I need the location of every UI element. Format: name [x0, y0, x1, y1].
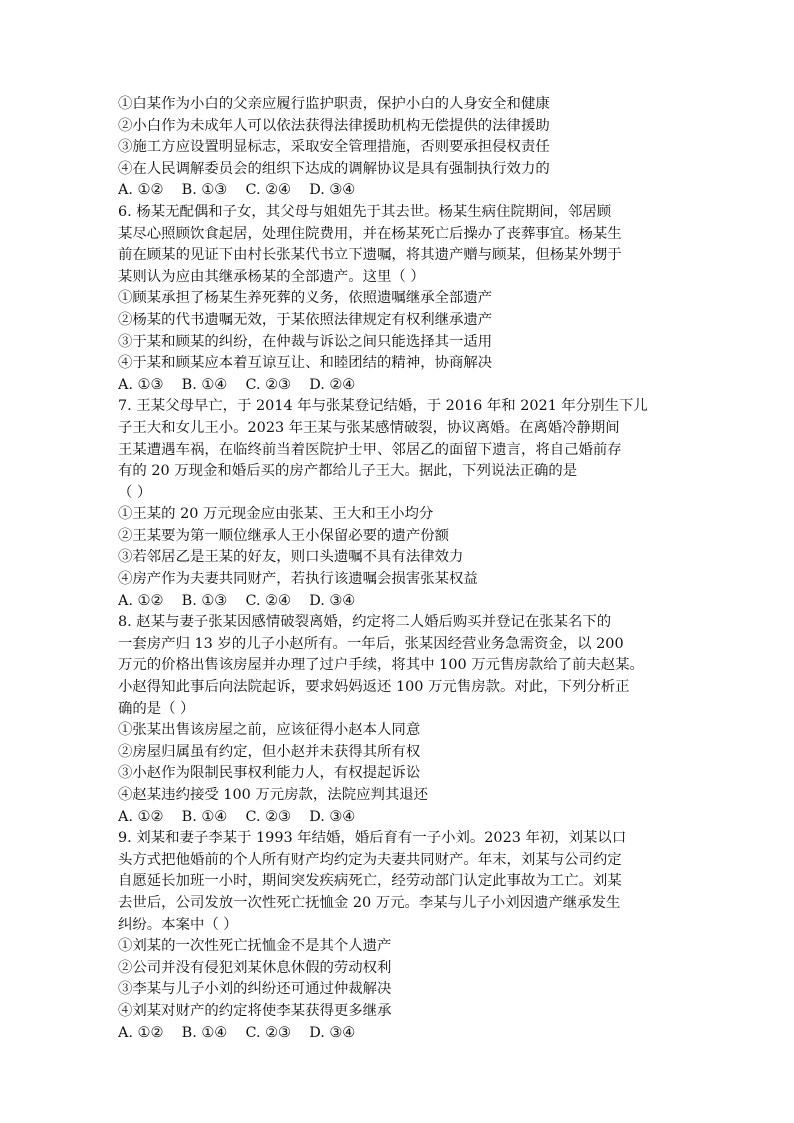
option-2: ②杨某的代书遗嘱无效，于某依照法律规定有权利继承遗产 — [118, 311, 493, 328]
answer-choices: A. ①② B. ①④ C. ②③ D. ③④ — [118, 808, 356, 825]
question-stem-line: 小赵得知此事后向法院起诉，要求妈妈返还 100 万元售房款。对此，下列分析正 — [118, 679, 630, 696]
option-4: ④刘某对财产的约定将使李某获得更多继承 — [118, 1002, 392, 1019]
question-6 — [118, 202, 688, 396]
question-9 — [118, 828, 688, 1044]
answer-choices: A. ①② B. ①④ C. ②③ D. ③④ — [118, 1024, 356, 1041]
question-5-tail — [118, 94, 688, 202]
question-stem-line: （ ） — [118, 484, 152, 501]
question-stem-line: 王某遭遇车祸，在临终前当着医院护士甲、邻居乙的面留下遗言，将自己婚前存 — [118, 441, 622, 458]
option-1: ①白某作为小白的父亲应履行监护职责，保护小白的人身安全和健康 — [118, 96, 550, 112]
option-3: ③小赵作为限制民事权利能力人，有权提起诉讼 — [118, 765, 421, 782]
question-stem-line: 纠纷。本案中（ ） — [118, 916, 238, 933]
answer-choices: A. ①③ B. ①④ C. ②③ D. ②④ — [118, 376, 356, 393]
question-stem-line: 前在顾某的见证下由村长张某代书立下遗嘱，将其遗产赠与顾某，但杨某外甥于 — [118, 247, 622, 264]
option-3: ③于某和顾某的纠纷，在仲裁与诉讼之间只能选择其一适用 — [118, 333, 493, 350]
question-stem-line: 确的是（ ） — [118, 700, 195, 717]
question-7 — [118, 396, 688, 612]
question-stem-line: 自愿延长加班一小时，期间突发疾病死亡，经劳动部门认定此事故为工亡。刘某 — [118, 873, 622, 890]
option-1: ①顾某承担了杨某生养死葬的义务，依照遗嘱继承全部遗产 — [118, 290, 493, 307]
option-4: ④房产作为夫妻共同财产，若执行该遗嘱会损害张某权益 — [118, 571, 478, 588]
option-2: ②小白作为未成年人可以依法获得法律援助机构无偿提供的法律援助 — [118, 117, 550, 134]
option-1: ①刘某的一次性死亡抚恤金不是其个人遗产 — [118, 938, 392, 955]
question-stem-line: 头方式把他婚前的个人所有财产均约定为夫妻共同财产。年末，刘某与公司约定 — [118, 851, 622, 868]
option-4: ④在人民调解委员会的组织下达成的调解协议是具有强制执行效力的 — [118, 160, 550, 177]
question-stem-line: 某则认为应由其继承杨某的全部遗产。这里（ ） — [118, 268, 425, 285]
option-3: ③施工方应设置明显标志，采取安全管理措施，否则要承担侵权责任 — [118, 139, 550, 156]
question-stem-line: 9. 刘某和妻子李某于 1993 年结婚，婚后育有一子小刘。2023 年初，刘某以口 — [118, 830, 627, 847]
option-3: ③若邻居乙是王某的好友，则口头遗嘱不具有法律效力 — [118, 549, 464, 566]
question-stem-line: 去世后，公司发放一次性死亡抚恤金 20 万元。李某与儿子小刘因遗产继承发生 — [118, 894, 621, 911]
option-2: ②公司并没有侵犯刘某休息休假的劳动权利 — [118, 959, 392, 976]
question-stem-line: 有的 20 万现金和婚后买的房产都给儿子王大。据此，下列说法正确的是 — [118, 463, 578, 480]
option-1: ①王某的 20 万元现金应由张某、王大和王小均分 — [118, 506, 434, 523]
question-stem-line: 7. 王某父母早亡，于 2014 年与张某登记结婚，于 2016 年和 2021 年分别生下儿 — [118, 398, 648, 415]
question-stem-line: 8. 赵某与妻子张某因感情破裂离婚，约定将二人婚后购买并登记在张某名下的 — [118, 614, 612, 631]
question-stem-line: 某尽心照顾饮食起居，处理住院费用，并在杨某死亡后操办了丧葬事宜。杨某生 — [118, 225, 622, 242]
exam-page — [118, 94, 688, 1044]
option-4: ④赵某违约接受 100 万元房款，法院应判其退还 — [118, 787, 429, 803]
answer-choices: A. ①② B. ①③ C. ②④ D. ③④ — [118, 182, 356, 199]
answer-choices: A. ①② B. ①③ C. ②④ D. ③④ — [118, 592, 356, 609]
question-stem-line: 一套房产归 13 岁的儿子小赵所有。一年后，张某因经营业务急需资金，以 200 — [118, 635, 624, 652]
option-3: ③李某与儿子小刘的纠纷还可通过仲裁解决 — [118, 981, 392, 998]
question-stem-line: 万元的价格出售该房屋并办理了过户手续，将其中 100 万元售房款给了前夫赵某。 — [118, 657, 644, 674]
option-2: ②王某要为第一顺位继承人王小保留必要的遗产份额 — [118, 527, 449, 544]
option-1: ①张某出售该房屋之前，应该征得小赵本人同意 — [118, 722, 421, 739]
option-2: ②房屋归属虽有约定，但小赵并未获得其所有权 — [118, 743, 421, 760]
question-stem-line: 子王大和女儿王小。2023 年王某与张某感情破裂，协议离婚。在离婚冷静期间 — [118, 419, 620, 436]
option-4: ④于某和顾某应本着互谅互让、和睦团结的精神，协商解决 — [118, 355, 493, 372]
question-8 — [118, 612, 688, 828]
question-stem-line: 6. 杨某无配偶和子女，其父母与姐姐先于其去世。杨某生病住院期间，邻居顾 — [118, 203, 612, 220]
